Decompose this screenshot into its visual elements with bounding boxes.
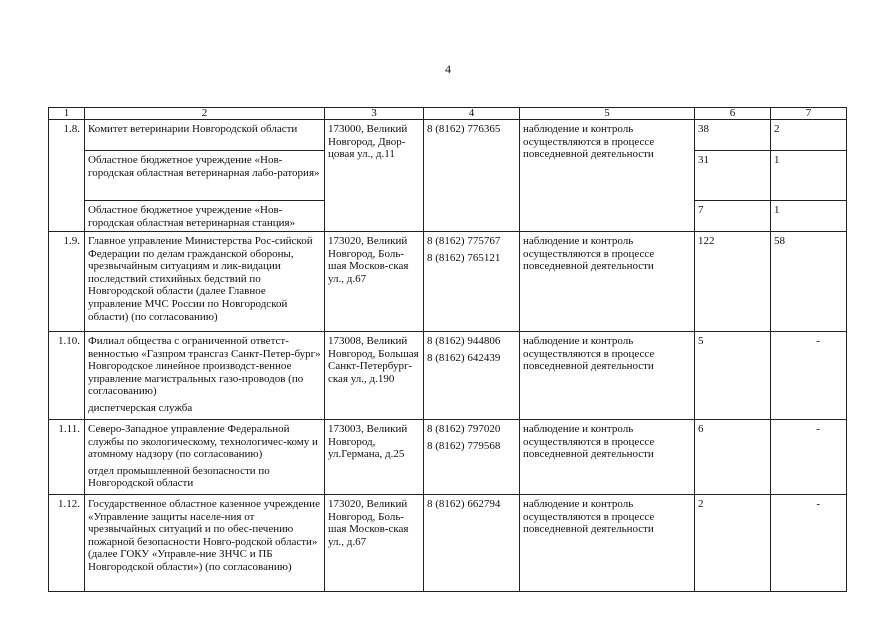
address: 173020, Великий Новгород, Боль-шая Москов-ская ул., д.67	[325, 495, 424, 592]
phone-cell	[424, 420, 520, 495]
row-number: 1.8.	[49, 120, 85, 232]
activity: наблюдение и контроль осуществляются в процессе повседневной деятельности	[520, 495, 695, 592]
phone: 8 (8162) 797020	[427, 423, 501, 435]
header-cell: 6	[695, 108, 771, 120]
activity: наблюдение и контроль осуществляются в процессе повседневной деятельности	[520, 420, 695, 495]
address: 173000, Великий Новгород, Двор-цовая ул., д.11	[325, 120, 424, 232]
phone-cell	[424, 120, 520, 232]
header-cell: 3	[325, 108, 424, 120]
phone-cell	[424, 332, 520, 420]
col7-value: 2	[771, 120, 847, 151]
row-number: 1.9.	[49, 232, 85, 332]
org-name: Филиал общества с ограниченной ответст-венностью «Газпром трансгаз Санкт-Петер-бург» Новгородское линейное производст-венное управление магистральных газо-проводов (по согласованию)	[88, 335, 321, 398]
header-cell: 4	[424, 108, 520, 120]
phone: 8 (8162) 776365	[427, 123, 501, 135]
phone: 8 (8162) 662794	[427, 498, 501, 510]
table-row	[49, 495, 847, 592]
organizations-table	[48, 107, 847, 592]
phone: 8 (8162) 775767	[427, 235, 501, 247]
col6-value: 122	[695, 232, 771, 332]
org-name-cell	[85, 420, 325, 495]
address: 173020, Великий Новгород, Боль-шая Москов-ская ул., д.67	[325, 232, 424, 332]
activity: наблюдение и контроль осуществляются в процессе повседневной деятельности	[520, 232, 695, 332]
col6-value: 7	[695, 201, 771, 232]
col7-value: -	[771, 332, 847, 420]
table-row	[49, 332, 847, 420]
col7-value: -	[771, 420, 847, 495]
col7-value: 1	[771, 151, 847, 201]
phone: 8 (8162) 779568	[427, 439, 501, 452]
phone: 8 (8162) 944806	[427, 335, 501, 347]
table-row	[49, 420, 847, 495]
org-name: Государственное областное казенное учреждение «Управление защиты населе-ния от чрезвычайных ситуаций и по обес-печению пожарной безопасности Новго-родской области» (далее ГОКУ «Управле-ние ЗНЧС и ПБ Новгородской области») (по согласованию)	[85, 495, 325, 592]
col7-value: 1	[771, 201, 847, 232]
page-number: 4	[445, 62, 451, 76]
phone: 8 (8162) 765121	[427, 251, 501, 264]
col7-value: -	[771, 495, 847, 592]
col6-value: 31	[695, 151, 771, 201]
phone-cell	[424, 232, 520, 332]
address: 173003, Великий Новгород, ул.Германа, д.25	[325, 420, 424, 495]
phone: 8 (8162) 642439	[427, 351, 501, 364]
org-subdivision: отдел промышленной безопасности по Новгородской области	[88, 464, 270, 490]
table-row	[49, 120, 847, 151]
row-number: 1.11.	[49, 420, 85, 495]
phone-cell	[424, 495, 520, 592]
header-cell: 7	[771, 108, 847, 120]
activity: наблюдение и контроль осуществляются в процессе повседневной деятельности	[520, 332, 695, 420]
header-cell: 2	[85, 108, 325, 120]
address: 173008, Великий Новгород, Большая Санкт-Петербург-ская ул., д.190	[325, 332, 424, 420]
table-row	[49, 232, 847, 332]
org-name: Северо-Западное управление Федеральной службы по экологическому, технологичес-кому и атомному надзору (по согласованию)	[88, 423, 318, 461]
row-number: 1.10.	[49, 332, 85, 420]
header-cell: 5	[520, 108, 695, 120]
org-name: Областное бюджетное учреждение «Нов-городская областная ветеринарная станция»	[85, 201, 325, 232]
col7-value: 58	[771, 232, 847, 332]
org-subdivision: диспетчерская служба	[88, 401, 193, 414]
activity: наблюдение и контроль осуществляются в процессе повседневной деятельности	[520, 120, 695, 232]
org-name: Областное бюджетное учреждение «Нов-городская областная ветеринарная лабо-ратория»	[85, 151, 325, 201]
header-cell: 1	[49, 108, 85, 120]
org-name: Главное управление Министерства Рос-сийской Федерации по делам гражданской обороны, чрезвычайным ситуациям и лик-видации последствий стихийных бедствий по Новгородской области (далее Главное управление МЧС России по Новгородской области) (по согласованию)	[85, 232, 325, 332]
header-row	[49, 108, 847, 120]
col6-value: 2	[695, 495, 771, 592]
row-number: 1.12.	[49, 495, 85, 592]
org-name: Комитет ветеринарии Новгородской области	[85, 120, 325, 151]
org-name-cell	[85, 332, 325, 420]
col6-value: 38	[695, 120, 771, 151]
col6-value: 6	[695, 420, 771, 495]
col6-value: 5	[695, 332, 771, 420]
